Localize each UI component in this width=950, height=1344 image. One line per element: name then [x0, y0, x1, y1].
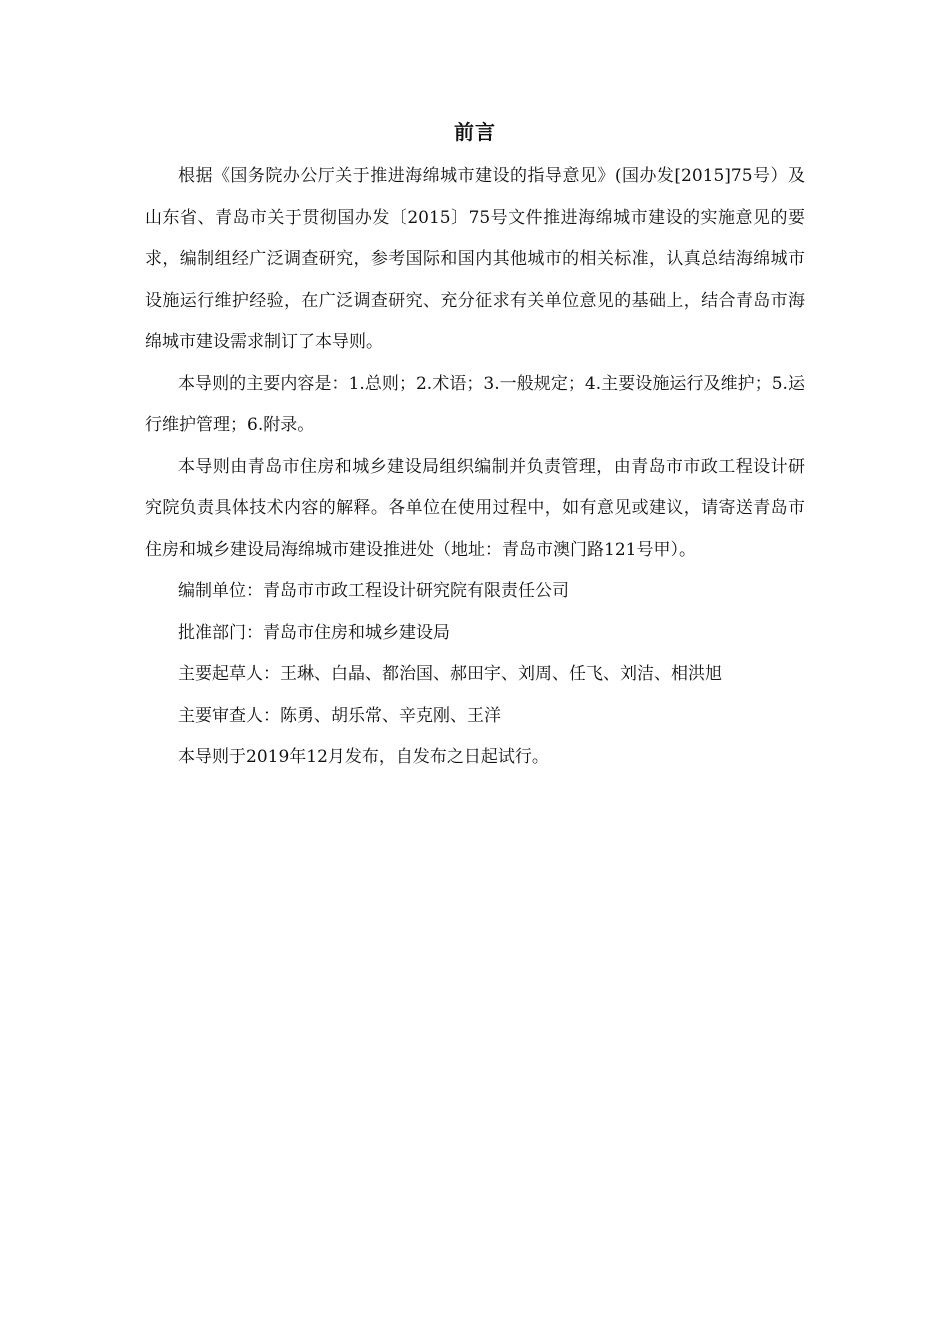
page-title: 前言 [454, 120, 496, 144]
approving-department: 批准部门：青岛市住房和城乡建设局 [178, 622, 450, 643]
compiling-unit: 编制单位：青岛市市政工程设计研究院有限责任公司 [178, 581, 569, 601]
main-drafters: 主要起草人：王琳、白晶、都治国、郝田宇、刘周、任飞、刘洁、相洪旭 [178, 664, 722, 684]
document-page [145, 118, 805, 779]
paragraph-basis: 根据《国务院办公厅关于推进海绵城市建设的指导意见》(国办发[2015]75号）及山东省、青岛市关于贯彻国办发〔2015〕75号文件推进海绵城市建设的实施意见的要求，编制组经广泛调查研究，参考国际和国内其他城市的相关标准，认真总结海绵城市设施运行维护经验，在广泛调查研究、充分征求有关单位意见的基础上，结合青岛市海绵城市建设需求制订了本导则。 [145, 166, 805, 352]
paragraph-management: 本导则由青岛市住房和城乡建设局组织编制并负责管理，由青岛市市政工程设计研究院负责具体技术内容的解释。各单位在使用过程中，如有意见或建议，请寄送青岛市住房和城乡建设局海绵城市建设推进处（地址：青岛市澳门路121号甲）。 [145, 456, 805, 560]
main-reviewers: 主要审查人：陈勇、胡乐常、辛克刚、王洋 [178, 705, 501, 726]
release-note: 本导则于2019年12月发布，自发布之日起试行。 [178, 747, 549, 767]
paragraph-contents: 本导则的主要内容是：1.总则；2.术语；3.一般规定；4.主要设施运行及维护；5.运行维护管理；6.附录。 [145, 373, 805, 435]
